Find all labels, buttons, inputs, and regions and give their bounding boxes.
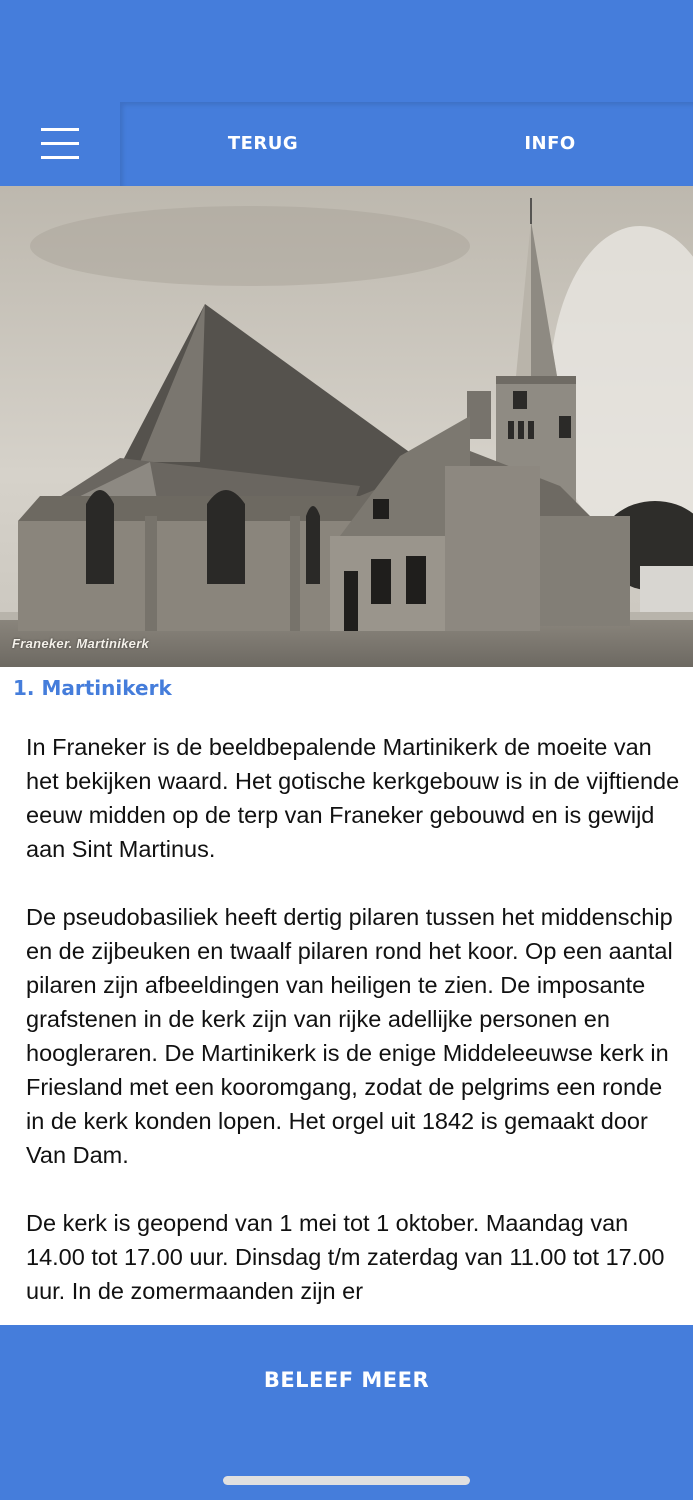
footer-bar [0,1325,693,1500]
hamburger-menu-icon-line [41,142,79,145]
paragraph: De pseudobasiliek heeft dertig pilaren tussen het middenschip en de zijbeuken en twaalf pilaren rond het koor. Op een aantal pilaren zijn afbeeldingen van heiligen te zien. De imposante grafstenen in de kerk zijn van rijke adellijke personen en hoogleraren. De Martinikerk is de enige Middeleeuwse kerk in Friesland met een kooromgang, zodat de pelgrims een ronde in de kerk konden lopen. Het orgel uit 1842 is gemaakt door Van Dam. [26,904,673,1168]
beleef-meer-button[interactable]: BELEEF MEER [263,1368,430,1392]
page-title: 1. Martinikerk [13,676,172,700]
church-photo-icon [0,186,693,667]
hero-image [0,186,693,667]
hamburger-menu-icon [41,128,79,131]
hamburger-menu-icon-line [41,156,79,159]
home-indicator[interactable] [223,1476,470,1485]
article-body [26,730,686,1342]
menu-button[interactable] [0,102,120,186]
info-button[interactable]: INFO [524,133,576,154]
paragraph: De kerk is geopend van 1 mei tot 1 oktober. Maandag van 14.00 tot 17.00 uur. Dinsdag t/m zaterdag van 11.00 tot 17.00 uur. In de zomermaanden zijn er [26,1210,665,1304]
app-header [0,0,693,186]
paragraph: In Franeker is de beeldbepalende Martinikerk de moeite van het bekijken waard. Het gotische kerkgebouw is in de vijftiende eeuw midden op de terp van Franeker gebouwd en is gewijd aan Sint Martinus. [26,734,680,862]
nav-bar [120,102,693,186]
back-button[interactable]: TERUG [227,133,299,154]
photo-caption: Franeker. Martinikerk [12,636,150,651]
